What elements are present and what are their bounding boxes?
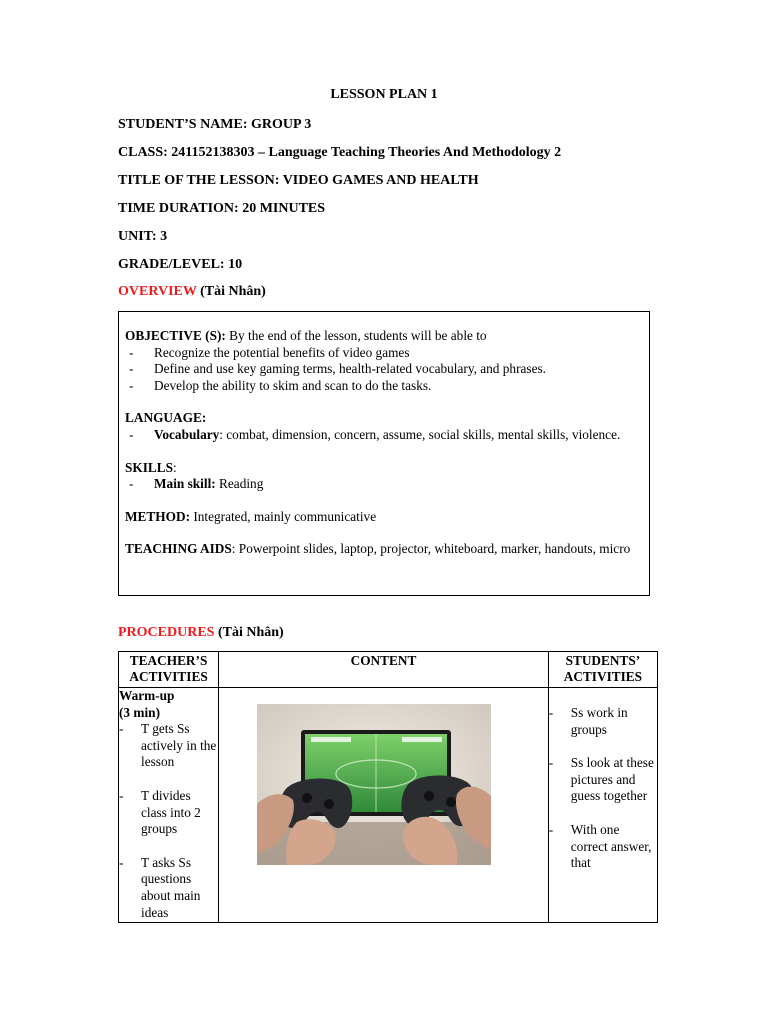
header-teacher-activities: TEACHER’S ACTIVITIES (119, 652, 219, 688)
list-item: - T asks Ss questions about main ideas (119, 854, 201, 920)
objective-label: OBJECTIVE (S): (125, 328, 226, 343)
overview-author: (Tài Nhân) (196, 284, 266, 299)
header-students-activities: STUDENTS’ ACTIVITIES (548, 652, 657, 688)
video-game-controllers-photo (257, 704, 491, 865)
content-cell (219, 688, 549, 923)
warmup-label: Warm-up (119, 688, 175, 703)
main-skill-label: Main skill: (154, 476, 216, 492)
unit: UNIT: 3 (118, 229, 168, 244)
table-row (119, 688, 658, 923)
method-text: Integrated, mainly communicative (190, 508, 377, 524)
main-skill-item: - Main skill: Reading (129, 476, 264, 492)
students-activities-cell (548, 688, 657, 923)
procedures-author: (Tài Nhân) (214, 625, 284, 640)
procedures-table (118, 651, 658, 923)
header-content: CONTENT (219, 652, 549, 688)
objective-item: - Define and use key gaming terms, health-related vocabulary, and phrases. (129, 361, 546, 377)
list-item: - Ss look at these pictures and guess together (548, 755, 654, 804)
list-item: - T gets Ss actively in the lesson (119, 721, 217, 770)
list-item: - Ss work in groups (548, 705, 628, 737)
vocabulary-item: - Vocabulary: combat, dimension, concern, assume, social skills, mental skills, violence. (129, 426, 621, 442)
table-header-row (119, 652, 658, 688)
vocabulary-label: Vocabulary (154, 426, 220, 442)
class-info: CLASS: 241152138303 – Language Teaching Theories And Methodology 2 (118, 145, 562, 160)
main-skill-text: Reading (215, 476, 264, 492)
vocabulary-text: : combat, dimension, concern, assume, social skills, mental skills, violence. (219, 426, 621, 442)
objective-item: - Develop the ability to skim and scan to do the tasks. (129, 377, 432, 393)
page-title: LESSON PLAN 1 (330, 87, 438, 102)
skills-line: SKILLS: (125, 459, 177, 475)
teaching-aids-text: : Powerpoint slides, laptop, projector, whiteboard, marker, handouts, micro (231, 541, 631, 557)
warmup-time: (3 min) (119, 704, 160, 720)
teacher-activities-cell (119, 688, 219, 923)
procedures-heading (118, 625, 284, 641)
list-item: - T divides class into 2 groups (119, 787, 201, 837)
grade-level: GRADE/LEVEL: 10 (118, 257, 243, 272)
objective-item: - Recognize the potential benefits of video games (129, 344, 410, 360)
teaching-aids-label: TEACHING AIDS (125, 541, 232, 557)
language-label: LANGUAGE: (125, 410, 207, 426)
overview-label: OVERVIEW (118, 284, 197, 299)
method-label: METHOD: (125, 508, 191, 524)
overview-box (118, 311, 650, 596)
overview-heading (118, 284, 266, 300)
skills-label: SKILLS (125, 459, 174, 475)
procedures-label: PROCEDURES (118, 625, 215, 640)
teaching-aids-line (125, 541, 643, 558)
time-duration: TIME DURATION: 20 MINUTES (118, 201, 326, 216)
lesson-title: TITLE OF THE LESSON: VIDEO GAMES AND HEALTH (118, 173, 479, 188)
objective-text: By the end of the lesson, students will be able to (225, 328, 487, 343)
student-name: STUDENT’S NAME: GROUP 3 (118, 117, 312, 132)
list-item: - With one correct answer, that (548, 821, 652, 871)
objective-line (125, 328, 643, 345)
method-line (125, 509, 643, 526)
